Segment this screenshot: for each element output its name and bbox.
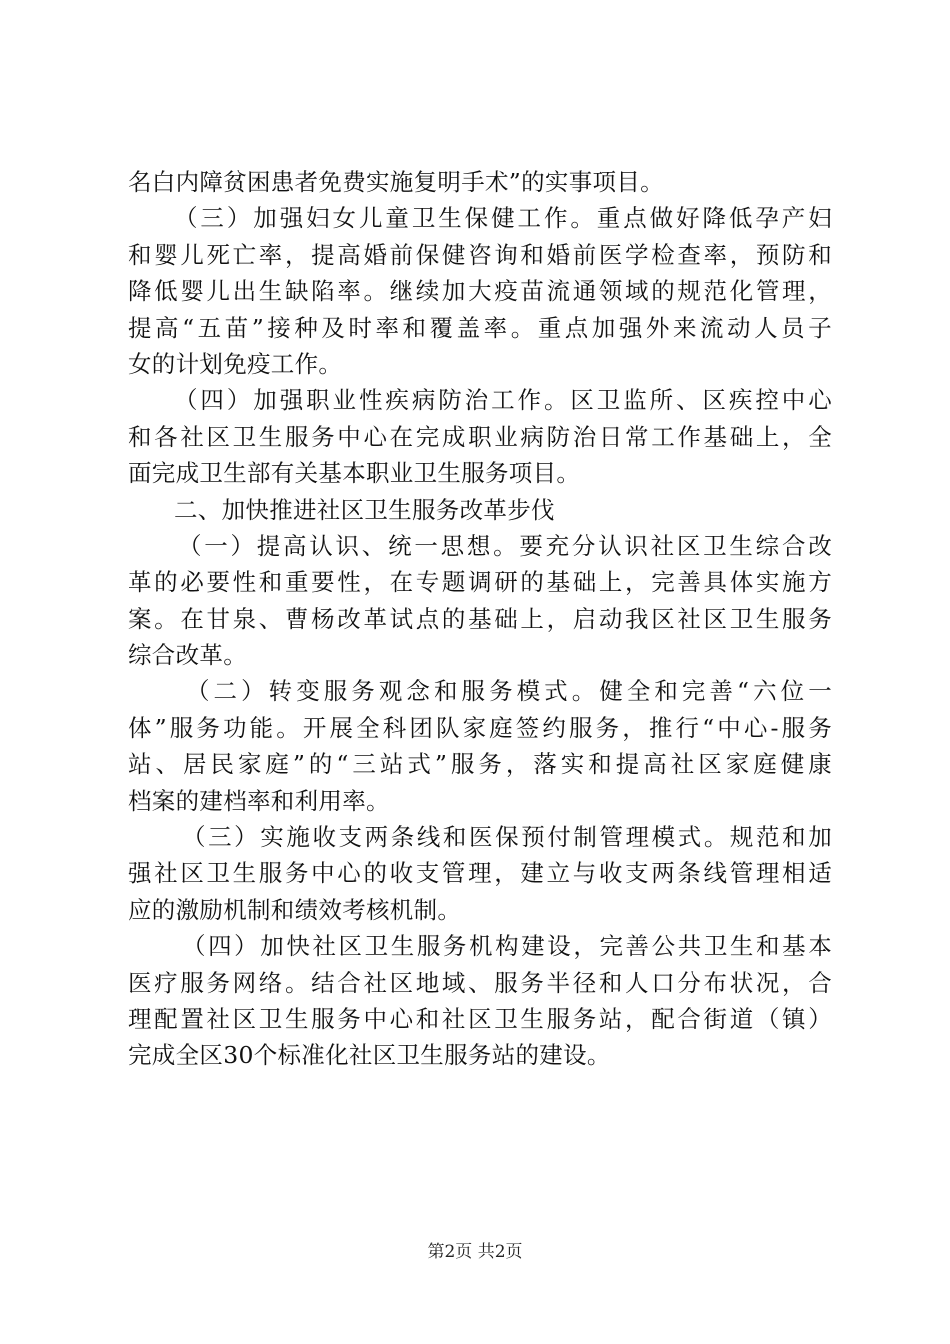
text-line: 完成全区30个标准化社区卫生服务站的建设。 bbox=[128, 1041, 611, 1070]
text-line: 综合改革。 bbox=[128, 641, 247, 670]
text-line: 强社区卫生服务中心的收支管理，建立与收支两条线管理相适 bbox=[128, 859, 832, 888]
text-line: 名白内障贫困患者免费实施复明手术”的实事项目。 bbox=[128, 168, 664, 196]
text-line: 体”服务功能。开展全科团队家庭签约服务，推行“中心-服务 bbox=[128, 713, 832, 742]
text-line: 革的必要性和重要性，在专题调研的基础上，完善具体实施方 bbox=[128, 568, 832, 597]
text-line: 案。在甘泉、曹杨改革试点的基础上，启动我区社区卫生服务 bbox=[128, 604, 832, 633]
text-line: （四）加快社区卫生服务机构建设，完善公共卫生和基本 bbox=[182, 932, 832, 961]
text-line: 和各社区卫生服务中心在完成职业病防治日常工作基础上，全 bbox=[128, 422, 832, 451]
text-line: 站、居民家庭”的“三站式”服务，落实和提高社区家庭健康 bbox=[128, 750, 832, 779]
text-line: （一）提高认识、统一思想。要充分认识社区卫生综合改 bbox=[178, 531, 832, 560]
page-footer: 第2页 共2页 bbox=[427, 1242, 523, 1262]
text-line: 提高“五苗”接种及时率和覆盖率。重点加强外来流动人员子 bbox=[128, 313, 832, 342]
text-line: 女的计划免疫工作。 bbox=[128, 349, 343, 378]
text-line: （三）实施收支两条线和医保预付制管理模式。规范和加 bbox=[182, 823, 832, 852]
text-line: 面完成卫生部有关基本职业卫生服务项目。 bbox=[128, 459, 581, 488]
text-line: （四）加强职业性疾病防治工作。区卫监所、区疾控中心 bbox=[174, 386, 832, 415]
text-line: （三）加强妇女儿童卫生保健工作。重点做好降低孕产妇 bbox=[174, 204, 832, 233]
text-line: 应的激励机制和绩效考核机制。 bbox=[128, 895, 462, 924]
text-line: 二、加快推进社区卫生服务改革步伐 bbox=[174, 495, 555, 524]
text-line: 降低婴儿出生缺陷率。继续加大疫苗流通领域的规范化管理， bbox=[128, 277, 832, 306]
text-line: 医疗服务网络。结合社区地域、服务半径和人口分布状况，合 bbox=[128, 968, 832, 997]
text-line: 理配置社区卫生服务中心和社区卫生服务站，配合街道（镇） bbox=[128, 1004, 832, 1033]
text-line: 档案的建档率和利用率。 bbox=[128, 786, 390, 815]
document-body bbox=[128, 164, 832, 1074]
text-line: 和婴儿死亡率，提高婚前保健咨询和婚前医学检查率，预防和 bbox=[128, 240, 832, 269]
text-line: （二）转变服务观念和服务模式。健全和完善“六位一 bbox=[186, 677, 832, 706]
